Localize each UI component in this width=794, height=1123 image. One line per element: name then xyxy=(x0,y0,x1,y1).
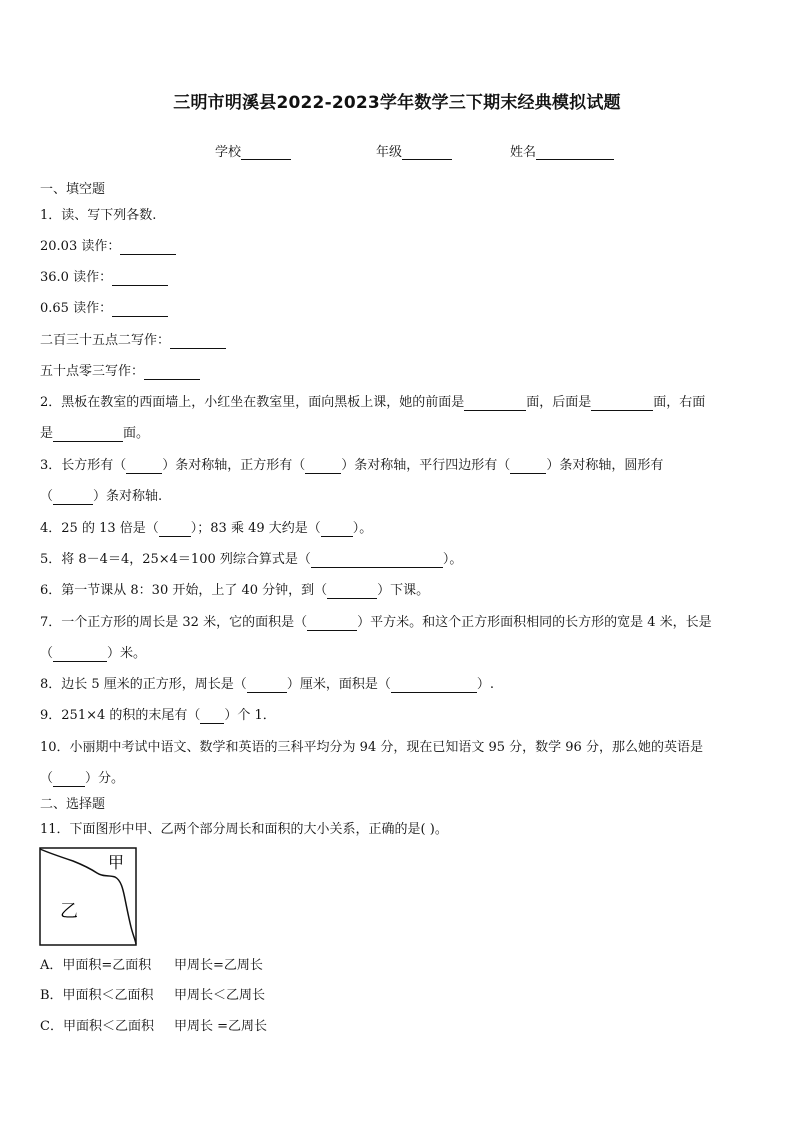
answer-blank[interactable] xyxy=(53,648,107,662)
q4-text-1: 4．25 的 13 倍是（ xyxy=(40,521,159,536)
answer-blank[interactable] xyxy=(53,773,85,787)
q1-d xyxy=(40,333,226,349)
q5 xyxy=(40,552,462,568)
q2-line1 xyxy=(40,395,705,411)
q10-line2 xyxy=(40,771,124,787)
section-heading-fill: 一、填空题 xyxy=(40,182,106,197)
q9 xyxy=(40,708,276,724)
q1-e xyxy=(40,364,200,380)
q5-text-2: ）。 xyxy=(442,552,463,567)
answer-blank[interactable] xyxy=(305,460,341,474)
q11-option-b[interactable] xyxy=(40,988,265,1004)
q7-text-1: 7．一个正方形的周长是 32 米，它的面积是（ xyxy=(40,615,308,630)
q3-text-6: ）条对称轴. xyxy=(93,489,163,504)
answer-blank[interactable] xyxy=(327,585,377,599)
q3-text-2: ）条对称轴，正方形有（ xyxy=(162,458,306,473)
name-field xyxy=(510,141,614,160)
q3-line2 xyxy=(40,489,162,505)
grade-field xyxy=(376,141,452,160)
q3-text-4: ）条对称轴，圆形有 xyxy=(546,458,664,473)
option-b-perimeter: 甲周长＜乙周长 xyxy=(174,988,266,1003)
answer-blank[interactable] xyxy=(321,523,353,537)
q9-text-2: ）个 1． xyxy=(224,708,276,723)
q11-figure-svg xyxy=(39,847,137,947)
q11-stem: 11．下面图形中甲、乙两个部分周长和面积的大小关系，正确的是( )。 xyxy=(40,822,448,837)
q1-b-text: 36.0 读作： xyxy=(40,270,113,285)
grade-label: 年级 xyxy=(376,145,403,160)
q11-figure xyxy=(39,847,137,947)
answer-blank[interactable] xyxy=(591,397,653,411)
answer-blank[interactable] xyxy=(247,679,287,693)
school-blank[interactable] xyxy=(241,145,291,160)
q8 xyxy=(40,677,494,693)
answer-blank[interactable] xyxy=(200,710,224,724)
q1-d-text: 二百三十五点二写作： xyxy=(40,333,171,348)
q6-text-1: 6．第一节课从 8：30 开始，上了 40 分钟，到（ xyxy=(40,583,328,598)
q9-text-1: 9．251×4 的积的末尾有（ xyxy=(40,708,201,723)
page-title: 三明市明溪县2022-2023学年数学三下期末经典模拟试题 xyxy=(173,93,621,113)
grade-blank[interactable] xyxy=(402,145,452,160)
answer-blank[interactable] xyxy=(126,460,162,474)
answer-blank[interactable] xyxy=(112,303,168,317)
q3-text-3: ）条对称轴，平行四边形有（ xyxy=(341,458,511,473)
q2-text-4: 是 xyxy=(40,426,54,441)
answer-blank[interactable] xyxy=(311,554,443,568)
q2-text-1: 2．黑板在教室的西面墙上，小红坐在教室里，面向黑板上课，她的前面是 xyxy=(40,395,465,410)
q11-option-c[interactable] xyxy=(40,1019,267,1035)
q1-a-text: 20.03 读作： xyxy=(40,239,121,254)
option-c-area: C．甲面积＜乙面积 xyxy=(40,1019,154,1034)
option-a-perimeter: 甲周长=乙周长 xyxy=(174,958,263,973)
answer-blank[interactable] xyxy=(159,523,191,537)
q1-a xyxy=(40,239,176,255)
answer-blank[interactable] xyxy=(510,460,546,474)
answer-blank[interactable] xyxy=(391,679,477,693)
answer-blank[interactable] xyxy=(112,272,168,286)
option-b-area: B．甲面积＜乙面积 xyxy=(40,988,154,1003)
q1-stem: 1．读、写下列各数. xyxy=(40,208,157,223)
school-field xyxy=(215,141,291,160)
q3-text-5: （ xyxy=(40,489,54,504)
q5-text-1: 5．将 8－4＝4，25×4＝100 列综合算式是（ xyxy=(40,552,311,567)
q2-text-3: 面，右面 xyxy=(653,395,706,410)
q1-c xyxy=(40,301,168,317)
q4-text-3: ）。 xyxy=(352,521,373,536)
q7-text-4: ）米。 xyxy=(107,646,147,661)
q4 xyxy=(40,521,372,537)
q1-c-text: 0.65 读作： xyxy=(40,301,113,316)
answer-blank[interactable] xyxy=(464,397,526,411)
answer-blank[interactable] xyxy=(53,491,93,505)
q6 xyxy=(40,583,429,599)
q8-text-2: ）厘米，面积是（ xyxy=(286,677,391,692)
q7-line2 xyxy=(40,646,146,662)
q8-text-3: ）. xyxy=(476,677,494,692)
q10-text-1: （ xyxy=(40,771,54,786)
q11-option-a[interactable] xyxy=(40,958,263,974)
q2-text-2: 面，后面是 xyxy=(526,395,592,410)
label-jia: 甲 xyxy=(108,853,125,872)
label-yi: 乙 xyxy=(60,901,78,922)
answer-blank[interactable] xyxy=(53,428,123,442)
q10-text-2: ）分。 xyxy=(85,771,125,786)
q7-text-2: ）平方米。和这个正方形面积相同的长方形的宽是 4 米，长是 xyxy=(357,615,712,630)
q3-text-1: 3．长方形有（ xyxy=(40,458,127,473)
answer-blank[interactable] xyxy=(144,366,200,380)
q10-line1: 10．小丽期中考试中语文、数学和英语的三科平均分为 94 分，现在已知语文 95 分，数学 96 分，那么她的英语是 xyxy=(40,740,703,755)
school-label: 学校 xyxy=(215,145,242,160)
q8-text-1: 8．边长 5 厘米的正方形，周长是（ xyxy=(40,677,247,692)
q2-text-5: 面。 xyxy=(123,426,150,441)
name-blank[interactable] xyxy=(536,145,614,160)
q6-text-2: ）下课。 xyxy=(377,583,430,598)
answer-blank[interactable] xyxy=(170,335,226,349)
name-label: 姓名 xyxy=(510,145,537,160)
q1-b xyxy=(40,270,168,286)
section-heading-choice: 二、选择题 xyxy=(40,797,106,812)
answer-blank[interactable] xyxy=(120,241,176,255)
q3-line1 xyxy=(40,458,663,474)
option-a-area: A．甲面积=乙面积 xyxy=(40,958,152,973)
q2-line2 xyxy=(40,426,149,442)
option-c-perimeter: 甲周长 =乙周长 xyxy=(174,1019,268,1034)
q7-line1 xyxy=(40,615,712,631)
q7-text-3: （ xyxy=(40,646,54,661)
q1-e-text: 五十点零三写作： xyxy=(40,364,145,379)
answer-blank[interactable] xyxy=(307,617,357,631)
q4-text-2: ）；83 乘 49 大约是（ xyxy=(190,521,321,536)
